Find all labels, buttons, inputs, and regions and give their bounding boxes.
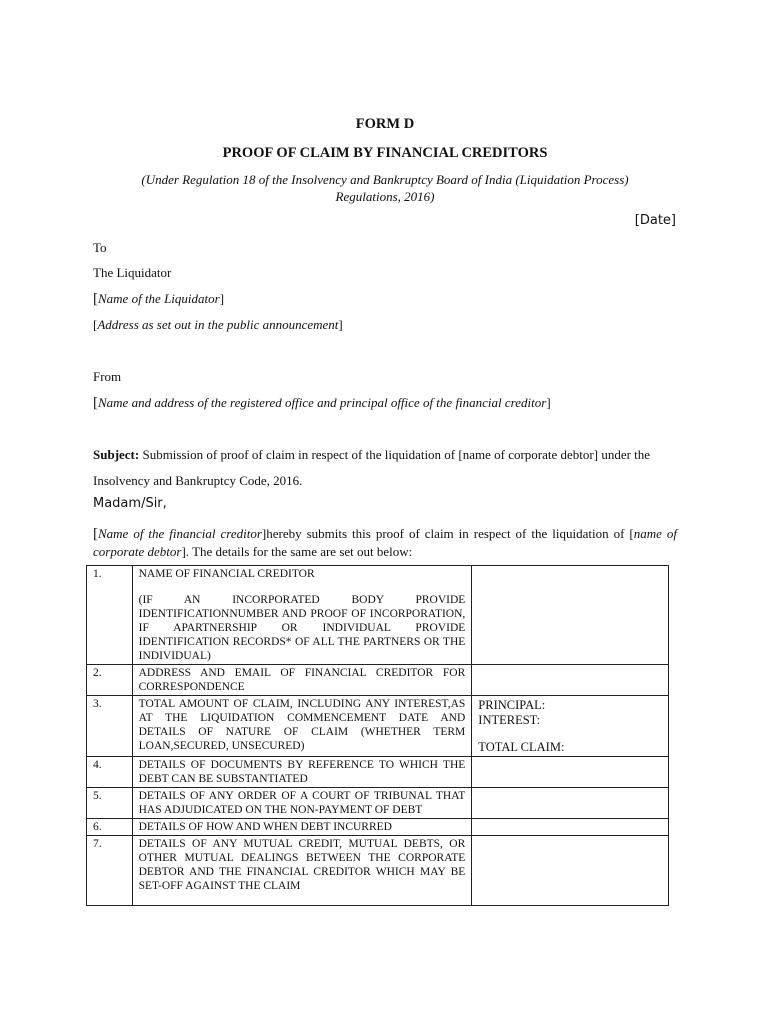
creditor-address-line: [Name and address of the registered office and principal office of the financial creditor] <box>93 395 551 411</box>
date-placeholder: [Date] <box>634 213 676 228</box>
intro-text-2: ]. The details for the same are set out below: <box>181 544 413 559</box>
row-description: DETAILS OF ANY ORDER OF A COURT OF TRIBUNAL THAT HAS ADJUDICATED ON THE NON-PAYMENT OF DEBT <box>132 788 472 819</box>
row-description: DETAILS OF ANY MUTUAL CREDIT, MUTUAL DEBTS, OR OTHER MUTUAL DEALINGS BETWEEN THE CORPORATE DEBTOR AND THE FINANCIAL CREDITOR WHICH MAY BE SET-OFF AGAINST THE CLAIM <box>132 836 472 906</box>
row-value-cell[interactable] <box>472 566 669 665</box>
table-row <box>87 566 669 665</box>
row-number: 3. <box>87 696 133 757</box>
row-description: DETAILS OF DOCUMENTS BY REFERENCE TO WHICH THE DEBT CAN BE SUBSTANTIATED <box>132 757 472 788</box>
creditor-name-placeholder: Name of the financial creditor <box>98 526 262 541</box>
row-description: TOTAL AMOUNT OF CLAIM, INCLUDING ANY INTEREST,AS AT THE LIQUIDATION COMMENCEMENT DATE AND DETAILS OF NATURE OF CLAIM (WHETHER TERM LOAN,SECURED, UNSECURED) <box>132 696 472 757</box>
row-value-cell[interactable] <box>472 696 669 757</box>
row-number: 2. <box>87 665 133 696</box>
row-number: 6. <box>87 819 133 836</box>
the-liquidator-label: The Liquidator <box>93 265 172 280</box>
subject-label: Subject: <box>93 447 140 462</box>
row-description <box>132 566 472 665</box>
from-label: From <box>93 369 122 384</box>
salutation: Madam/Sir, <box>93 496 167 511</box>
liquidator-name-line: [Name of the Liquidator] <box>93 291 225 307</box>
row-description-title: NAME OF FINANCIAL CREDITOR <box>138 568 315 580</box>
main-title: PROOF OF CLAIM BY FINANCIAL CREDITORS <box>222 145 548 161</box>
regulation-line-1: (Under Regulation 18 of the Insolvency and Bankruptcy Board of India (Liquidation Process) <box>141 172 629 187</box>
intro-text-1: hereby submits this proof of claim in respect of the liquidation of [ <box>266 526 634 541</box>
row-number: 4. <box>87 757 133 788</box>
row-value-cell[interactable] <box>472 665 669 696</box>
row-number: 1. <box>87 566 133 665</box>
table-row <box>87 788 669 819</box>
row-value-cell[interactable] <box>472 757 669 788</box>
row-value-cell[interactable] <box>472 788 669 819</box>
row-value-cell[interactable] <box>472 819 669 836</box>
liquidator-name-placeholder: Name of the Liquidator <box>98 291 220 306</box>
principal-label: PRINCIPAL: <box>478 698 546 712</box>
row-number: 5. <box>87 788 133 819</box>
interest-label: INTEREST: <box>478 713 541 727</box>
subject-line-1 <box>93 447 650 463</box>
row-number: 7. <box>87 836 133 906</box>
total-claim-label: TOTAL CLAIM: <box>478 740 565 754</box>
table-row <box>87 836 669 906</box>
table-row <box>87 819 669 836</box>
creditor-address-placeholder: Name and address of the registered office and principal office of the financial creditor <box>98 395 547 410</box>
liquidator-address-placeholder: Address as set out in the public announcement <box>97 317 339 332</box>
claims-table <box>86 565 669 906</box>
regulation-line-2: Regulations, 2016) <box>335 189 435 204</box>
table-row <box>87 665 669 696</box>
to-label: To <box>93 240 107 255</box>
row-value-cell[interactable] <box>472 836 669 906</box>
debtor-name-placeholder: name of corporate debtor <box>93 526 677 559</box>
subject-line-2: Insolvency and Bankruptcy Code, 2016. <box>93 473 303 488</box>
table-row <box>87 757 669 788</box>
intro-paragraph: [Name of the financial creditor]hereby submits this proof of claim in respect of the liquidation of [name of corporate debtor]. The details for the same are set out below: <box>93 526 677 559</box>
form-title: FORM D <box>355 116 415 132</box>
subject-text-1: Submission of proof of claim in respect of the liquidation of [name of corporate debtor] under the <box>139 447 651 462</box>
table-row <box>87 696 669 757</box>
liquidator-address-line: [Address as set out in the public announcement] <box>93 317 343 332</box>
row-description-detail: (IF AN INCORPORATED BODY PROVIDE IDENTIFICATIONNUMBER AND PROOF OF INCORPORATION, IF APARTNERSHIP OR INDIVIDUAL PROVIDE IDENTIFICATION RECORDS* OF ALL THE PARTNERS OR THE INDIVIDUAL) <box>138 594 466 662</box>
row-description: ADDRESS AND EMAIL OF FINANCIAL CREDITOR FOR CORRESPONDENCE <box>132 665 472 696</box>
row-description: DETAILS OF HOW AND WHEN DEBT INCURRED <box>132 819 472 836</box>
